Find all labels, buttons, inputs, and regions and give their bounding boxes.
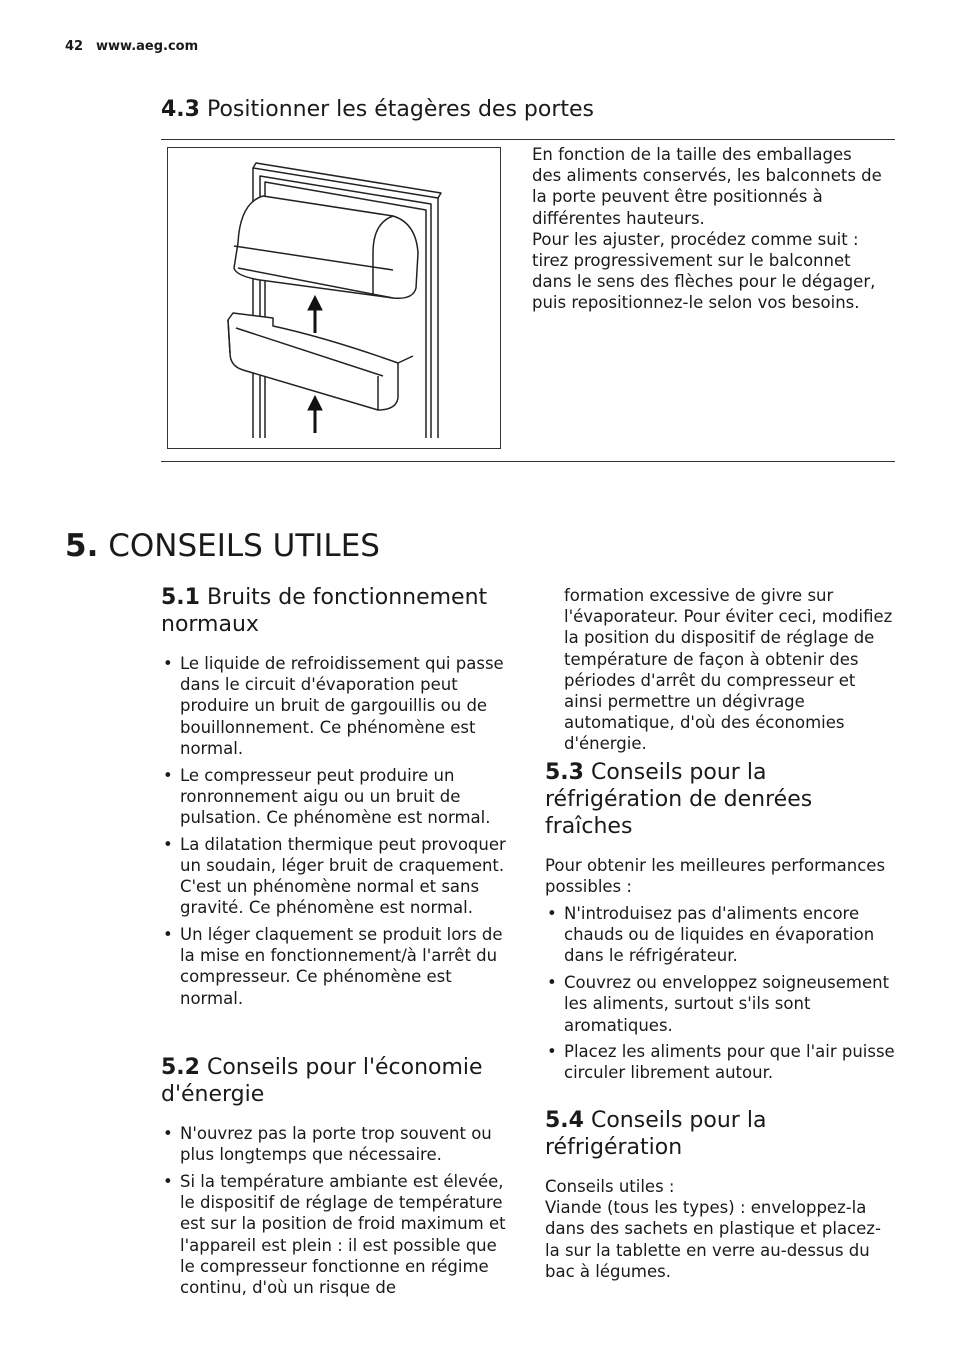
section-5-3-intro: Pour obtenir les meilleures performances possibles : bbox=[545, 856, 886, 897]
website-url: www.aeg.com bbox=[96, 39, 199, 54]
section-5-1-list bbox=[161, 653, 511, 1014]
list-item-text: Si la température ambiante est élevée, le dispositif de réglage de température est sur la position de froid maximum et l'appareil est plein : il est possible que le compresseur fonctionne en régime continu, d'où un risque de bbox=[180, 1171, 506, 1297]
section-5-3-heading bbox=[545, 759, 895, 840]
door-shelf-drawing bbox=[168, 148, 500, 448]
section-5-4-heading bbox=[545, 1107, 895, 1161]
chapter-title: CONSEILS UTILES bbox=[108, 528, 380, 564]
list-item bbox=[161, 1123, 511, 1165]
list-item bbox=[161, 1171, 511, 1298]
list-item-text: Le compresseur peut produire un ronronnement aigu ou un bruit de pulsation. Ce phénomène est normal. bbox=[180, 765, 491, 827]
section-number: 5.1 bbox=[161, 585, 200, 610]
list-item-text: Un léger claquement se produit lors de la mise en fonctionnement/à l'arrêt du compresseur. Ce phénomène est normal. bbox=[180, 924, 503, 1008]
section-title: Conseils pour la réfrigération bbox=[545, 1108, 767, 1160]
section-5-3-list bbox=[545, 903, 895, 1089]
paragraph: Pour les ajuster, procédez comme suit : tirez progressivement sur le balconnet dans le sens des flèches pour le dégager, puis repositionnez-le selon vos besoins. bbox=[532, 229, 876, 313]
list-item bbox=[545, 1041, 895, 1083]
section-title: Conseils pour la réfrigération de denrées fraîches bbox=[545, 760, 813, 839]
paragraph: Viande (tous les types) : enveloppez-la dans des sachets en plastique et placez-la sur la tablette en verre au-dessus du bac à légumes. bbox=[545, 1198, 881, 1281]
list-item-text: Le liquide de refroidissement qui passe dans le circuit d'évaporation peut produire un bruit de gargouillis ou de bouillonnement. Ce phénomène est normal. bbox=[180, 654, 504, 758]
section-title: Positionner les étagères des portes bbox=[206, 97, 595, 122]
section-5-2-continuation: formation excessive de givre sur l'évaporateur. Pour éviter ceci, modifiez la position du dispositif de réglage de température de façon à obtenir des périodes d'arrêt du compresseur et ainsi permettre un dégivrage automatique, d'où des économies d'énergie. bbox=[564, 586, 893, 754]
list-item-text: La dilatation thermique peut provoquer un soudain, léger bruit de craquement. C'est un phénomène normal et sans gravité. Ce phénomène est normal. bbox=[180, 834, 506, 918]
list-item-text: N'ouvrez pas la porte trop souvent ou plus longtemps que nécessaire. bbox=[180, 1124, 492, 1165]
bullet: • bbox=[163, 834, 173, 854]
section-number: 5.4 bbox=[545, 1108, 584, 1133]
paragraph: Conseils utiles : bbox=[545, 1177, 675, 1196]
list-item-text: N'introduisez pas d'aliments encore chauds ou de liquides en évaporation dans le réfrigérateur. bbox=[564, 904, 875, 966]
section-4-3-text bbox=[532, 144, 882, 314]
section-title: Conseils pour l'économie d'énergie bbox=[161, 1055, 483, 1107]
section-5-2-heading bbox=[161, 1054, 511, 1108]
section-title: Bruits de fonctionnement normaux bbox=[161, 585, 488, 637]
section-number: 4.3 bbox=[161, 97, 200, 122]
bullet: • bbox=[547, 1042, 557, 1062]
list-item bbox=[161, 765, 511, 829]
section-5-1-heading bbox=[161, 584, 511, 638]
section-5-4-text bbox=[545, 1176, 895, 1282]
list-item bbox=[545, 903, 895, 967]
page-number: 42 bbox=[65, 39, 84, 54]
bullet: • bbox=[163, 1124, 173, 1143]
section-4-3-heading bbox=[161, 96, 594, 123]
section-5-2-list bbox=[161, 1123, 511, 1304]
bullet: • bbox=[547, 973, 557, 993]
bullet: • bbox=[163, 765, 173, 785]
paragraph: En fonction de la taille des emballages des aliments conservés, les balconnets de la porte peuvent être positionnés à différentes hauteurs. bbox=[532, 145, 882, 228]
bullet: • bbox=[163, 1171, 173, 1191]
list-item-text: Couvrez ou enveloppez soigneusement les aliments, surtout s'ils sont aromatiques. bbox=[564, 973, 890, 1035]
bullet: • bbox=[163, 924, 173, 944]
chapter-number: 5. bbox=[65, 528, 99, 564]
section-number: 5.2 bbox=[161, 1055, 200, 1080]
divider-bottom bbox=[161, 461, 895, 462]
bullet: • bbox=[547, 904, 557, 923]
list-item bbox=[161, 834, 511, 919]
list-item bbox=[161, 653, 511, 759]
list-item bbox=[161, 924, 511, 1009]
list-item-text: Placez les aliments pour que l'air puisse circuler librement autour. bbox=[564, 1042, 895, 1083]
chapter-heading bbox=[65, 526, 380, 566]
list-item bbox=[545, 972, 895, 1036]
divider-top bbox=[161, 139, 895, 140]
door-shelf-illustration bbox=[167, 147, 501, 449]
bullet: • bbox=[163, 654, 173, 673]
section-number: 5.3 bbox=[545, 760, 584, 785]
